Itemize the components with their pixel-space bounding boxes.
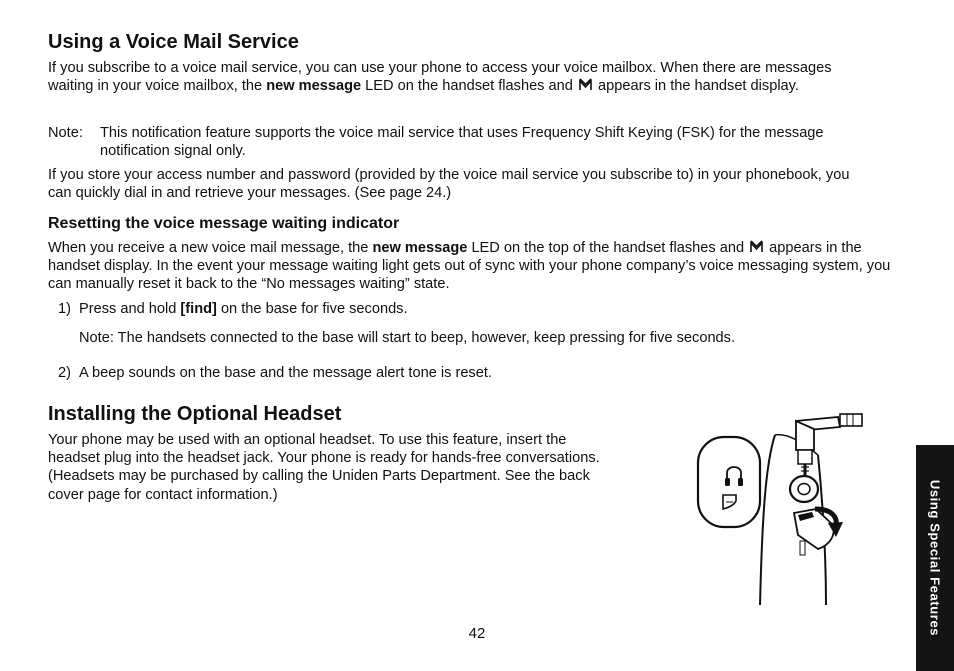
headset-illustration <box>690 405 870 610</box>
voice-mail-intro <box>48 59 878 95</box>
text: on the base for five seconds. <box>216 301 408 317</box>
note-block <box>48 124 868 160</box>
step-1-note: Note: The handsets connected to the base will start to beep, however, keep pressing for five seconds. <box>79 330 736 346</box>
text: If you subscribe to a voice mail service, you can use your phone to access your voice mailbox. When there are messages waiting in your voice mailbox, the <box>48 60 832 95</box>
page-number: 42 <box>468 625 486 642</box>
text: appears in the handset display. In the event your message waiting light gets out of sync with your phone company’s voice messaging system, you can manually reset it back to the “No messages waiting” state. <box>48 240 891 293</box>
voice-mail-paragraph-2: If you store your access number and password (provided by the voice mail service you subscribe to) in your phonebook, you can quickly dial in and retrieve your messages. (See page 24.) <box>48 167 850 202</box>
bold-new-message: new message <box>372 240 468 256</box>
bold-find: [find] <box>180 301 217 317</box>
step-number: 2) <box>58 365 71 381</box>
text: LED on the top of the handset flashes and <box>467 240 749 256</box>
text: Press and hold <box>79 301 181 317</box>
text: LED on the handset flashes and <box>361 78 577 95</box>
note-text: This notification feature supports the voice mail service that uses Frequency Shift Keying (FSK) for the message notification signal only. <box>100 125 824 160</box>
section-title-voice-mail: Using a Voice Mail Service <box>48 31 299 53</box>
text: When you receive a new voice mail message, the <box>48 240 373 256</box>
headset-paragraph: Your phone may be used with an optional headset. To use this feature, insert the headset plug into the headset jack. Your phone is ready for hands-free conversations. (Headsets may be purchased by calling the Uniden Parts Department. See the back cover page for contact information.) <box>48 432 600 503</box>
bold-new-message: new message <box>266 78 362 95</box>
step-text: A beep sounds on the base and the message alert tone is reset. <box>79 365 492 381</box>
side-tab-label: Using Special Features <box>927 479 943 637</box>
voicemail-icon <box>579 78 592 91</box>
step-number: 1) <box>58 301 71 317</box>
note-label: Note: <box>48 125 83 141</box>
step-1 <box>58 300 858 318</box>
step-text <box>79 300 858 318</box>
voicemail-icon <box>750 240 763 253</box>
text: appears in the handset display. <box>593 78 799 95</box>
subsection-title-reset: Resetting the voice message waiting indicator <box>48 215 400 232</box>
step-2 <box>58 364 858 382</box>
section-title-headset: Installing the Optional Headset <box>48 403 342 425</box>
reset-paragraph <box>48 239 903 294</box>
